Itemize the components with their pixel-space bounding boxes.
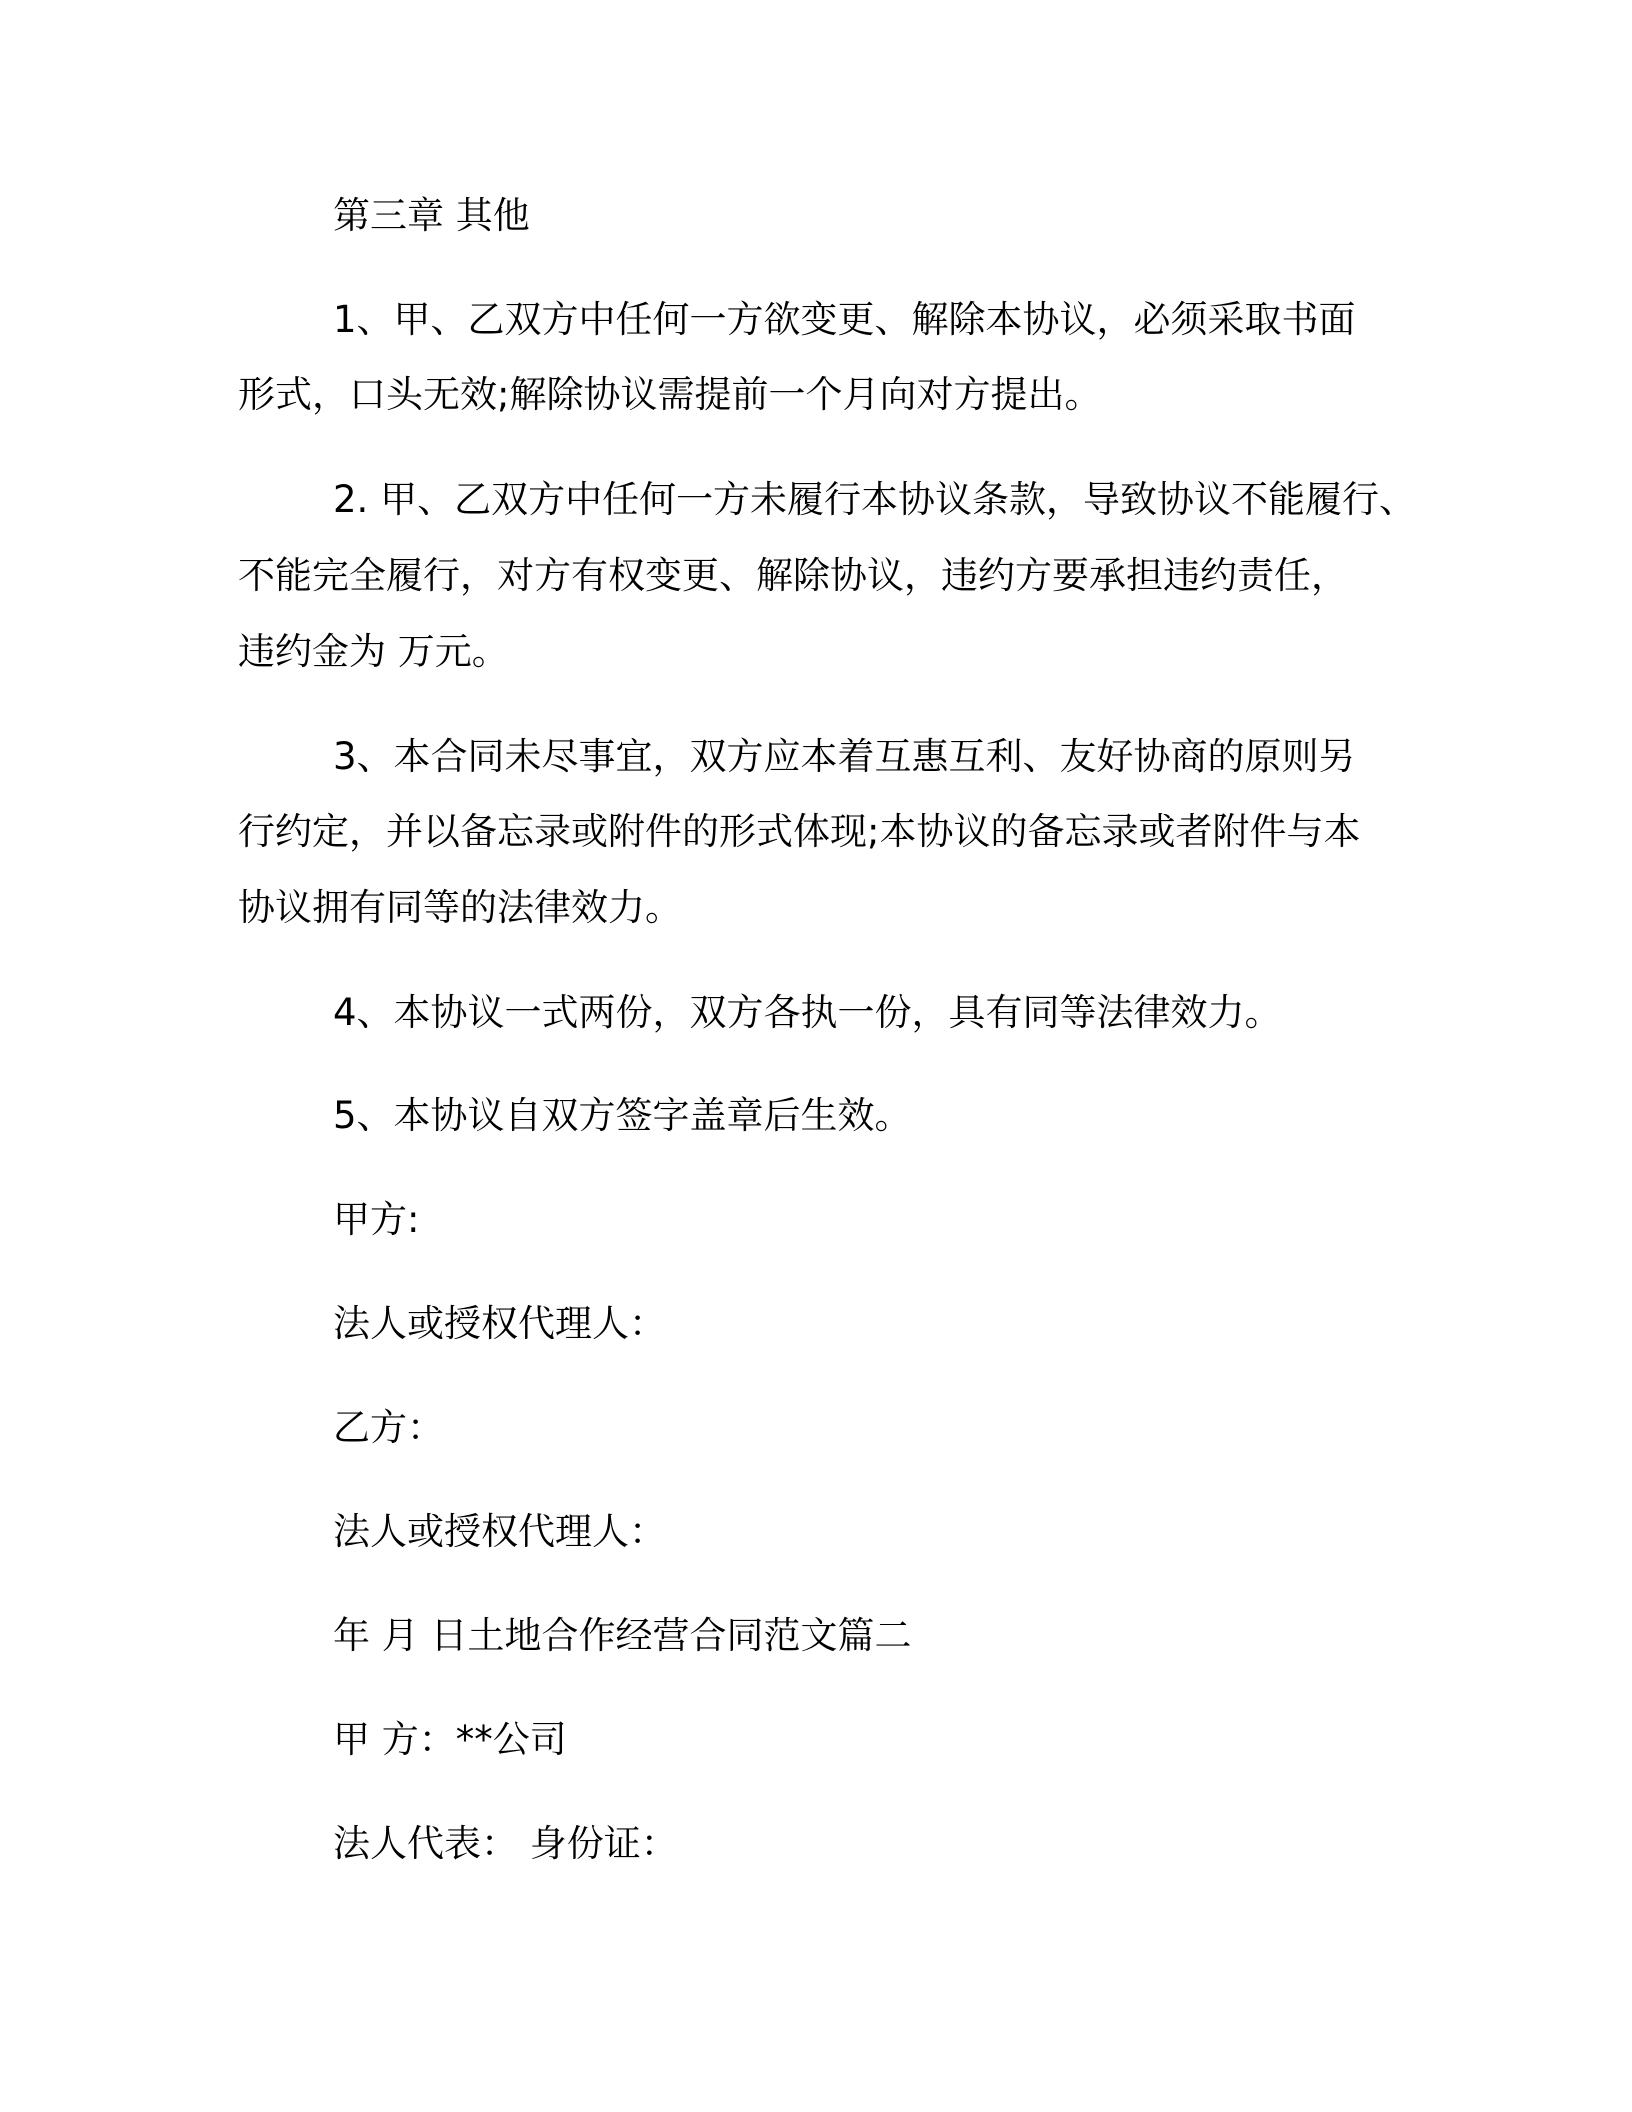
date-and-next-title: 年 月 日土地合作经营合同范文篇二 <box>333 1614 912 1657</box>
clause-3-line-1: 3、本合同未尽事宜，双方应本着互惠互利、友好协商的原则另 <box>333 735 1356 778</box>
clause-5: 5、本协议自双方签字盖章后生效。 <box>333 1094 912 1137</box>
party-b-label: 乙方： <box>333 1406 444 1449</box>
clause-2-line-1: 2. 甲、乙双方中任何一方未履行本协议条款，导致协议不能履行、 <box>333 478 1417 521</box>
clause-3-line-2: 行约定，并以备忘录或附件的形式体现;本协议的备忘录或者附件与本 <box>238 810 1361 853</box>
legal-representative-id: 法人代表： 身份证： <box>333 1822 678 1865</box>
clause-1-line-1: 1、甲、乙双方中任何一方欲变更、解除本协议，必须采取书面 <box>333 298 1356 341</box>
party-a-representative-label: 法人或授权代理人： <box>333 1302 666 1345</box>
party-a-label: 甲方: <box>333 1198 420 1241</box>
clause-1-line-2: 形式，口头无效;解除协议需提前一个月向对方提出。 <box>238 373 1102 416</box>
clause-4: 4、本协议一式两份，双方各执一份，具有同等法律效力。 <box>333 991 1282 1034</box>
clause-3-line-3: 协议拥有同等的法律效力。 <box>238 886 682 929</box>
party-b-representative-label: 法人或授权代理人： <box>333 1510 666 1553</box>
clause-2-line-3: 违约金为 万元。 <box>238 630 509 673</box>
chapter-heading: 第三章 其他 <box>333 194 530 237</box>
clause-2-line-2: 不能完全履行，对方有权变更、解除协议，违约方要承担违约责任， <box>238 554 1348 597</box>
party-a-company: 甲 方：**公司 <box>333 1718 567 1761</box>
